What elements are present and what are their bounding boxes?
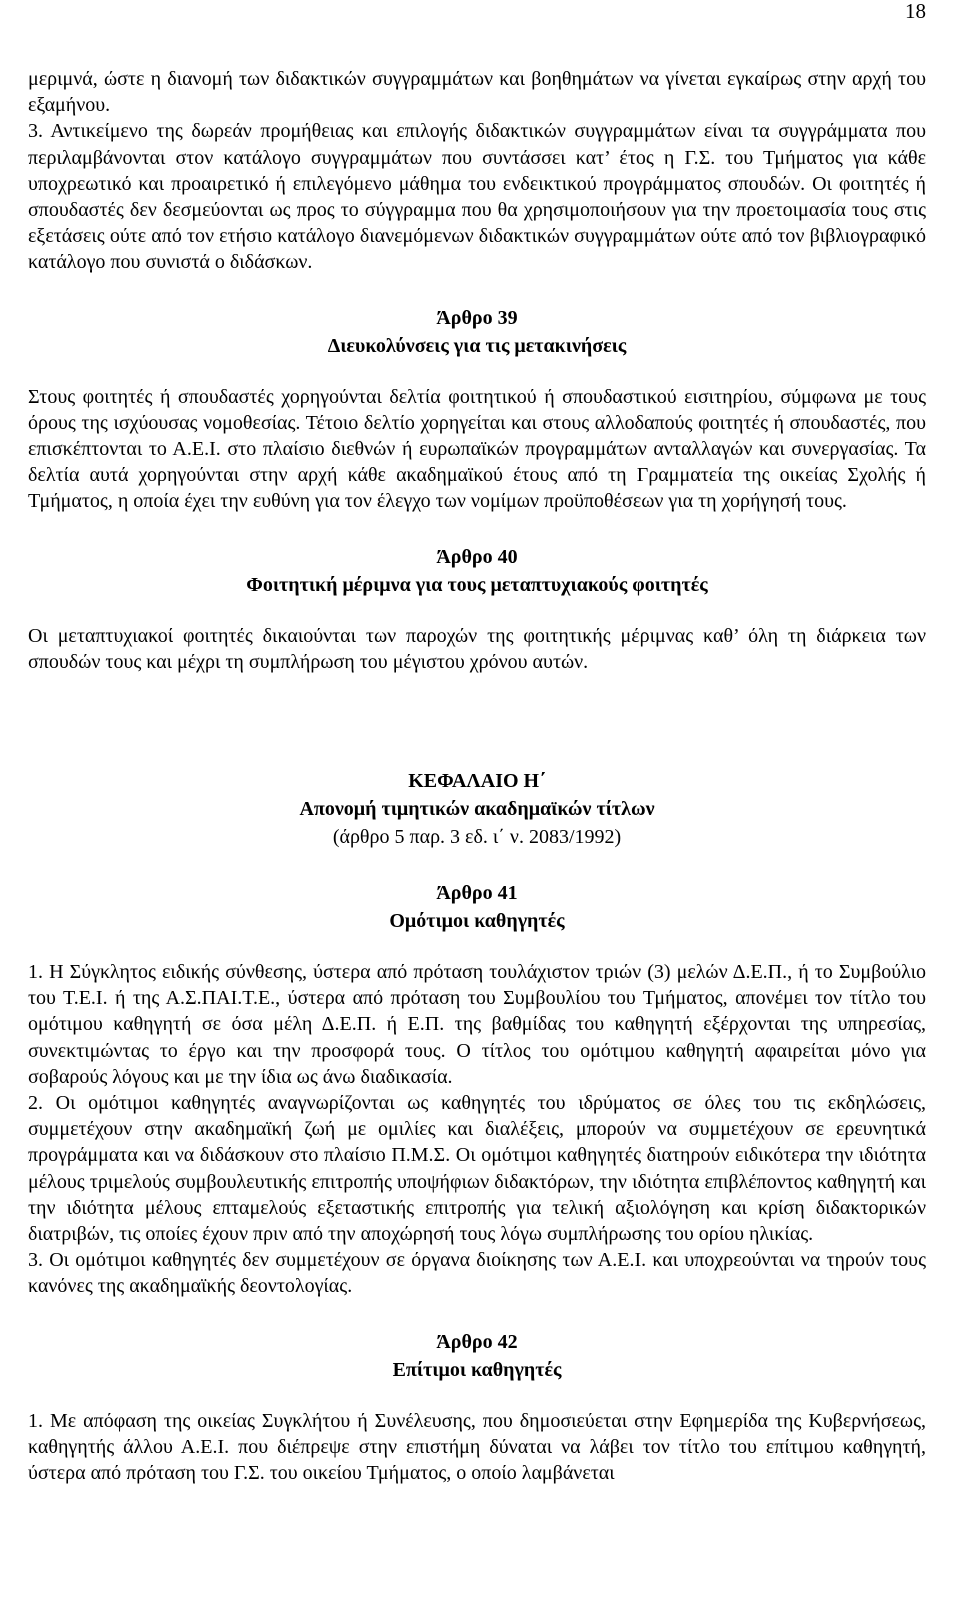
- page-number: 18: [905, 0, 926, 23]
- chapter-reference: (άρθρο 5 παρ. 3 εδ. ι΄ ν. 2083/1992): [332, 826, 622, 849]
- article-41-paragraph-2: 2. Οι ομότιμοι καθηγητές αναγνωρίζονται ως καθηγητές του ιδρύματος σε όλες του τις εκδηλώσεις, συμμετέχουν στην ακαδημαϊκή ζωή με ομιλίες και διαλέξεις, μπορούν να συμμετέχουν σε ερευνητικά προγράμματα και να διδάσκουν στο πλαίσιο Π.Μ.Σ. Οι ομότιμοι καθηγητές διατηρούν ειδικότερα την ιδιότητα μέλους τριμελούς συμβουλευτικής επιτροπής υποψήφιων διδακτόρων, την ιδιότητα επιβλέποντος καθηγητή και την ιδιότητα μέλους επταμελούς εξεταστικής επιτροπής για τελική αξιολόγηση και κρίση διδακτορικών διατριβών, τις οποίες έχουν πριν από την αποχώρησή τους λόγω συμπλήρωσης του ορίου ηλικίας.: [28, 1092, 926, 1246]
- continuation-paragraph-2: 3. Αντικείμενο της δωρεάν προμήθειας και επιλογής διδακτικών συγγραμμάτων είναι τα συγγράμματα που περιλαμβάνονται στον κατάλογο συγγραμμάτων που συντάσσει κατ’ έτος η Γ.Σ. του Τμήματος για κάθε υποχρεωτικό και προαιρετικό ή επιλεγόμενο μάθημα του ενδεικτικού προγράμματος σπουδών. Οι φοιτητές ή σπουδαστές δεν δεσμεύονται ως προς το σύγγραμμα που θα χρησιμοποιήσουν για την προετοιμασία τους στις εξετάσεις ούτε από τον ετήσιο κατάλογο διανεμόμενων διδακτικών συγγραμμάτων ούτε από τον βιβλιογραφικό κατάλογο που συνιστά ο διδάσκων.: [28, 120, 926, 274]
- article-41-number: Άρθρο 41: [436, 882, 518, 905]
- article-39-title: Διευκολύνσεις για τις μετακινήσεις: [327, 334, 627, 357]
- article-41-paragraph-1: 1. Η Σύγκλητος ειδικής σύνθεσης, ύστερα από πρόταση τουλάχιστον τριών (3) μελών Δ.Ε.Π., ή το Συμβούλιο του Τ.Ε.Ι. ή της Α.Σ.ΠΑΙ.Τ.Ε., ύστερα από πρόταση του Συμβουλίου του Τμήματος, απονέμει τον τίτλο του ομότιμου καθηγητή σε όσα μέλη Δ.Ε.Π. ή Ε.Π. της βαθμίδας του καθηγητή εξέρχονται της υπηρεσίας, συνεκτιμώντας το έργο και την προσφορά τους. Ο τίτλος του ομότιμου καθηγητή αφαιρείται μόνο για σοβαρούς λόγους και με την ίδια ως άνω διαδικασία.: [28, 961, 926, 1088]
- continuation-paragraph-1: μεριμνά, ώστε η διανομή των διδακτικών συγγραμμάτων και βοηθημάτων να γίνεται εγκαίρως στην αρχή του εξαμήνου.: [28, 68, 926, 117]
- article-42-title: Επίτιμοι καθηγητές: [392, 1358, 562, 1381]
- article-40-title: Φοιτητική μέριμνα για τους μεταπτυχιακούς φοιτητές: [246, 573, 708, 596]
- article-41-paragraph-3: 3. Οι ομότιμοι καθηγητές δεν συμμετέχουν σε όργανα διοίκησης των Α.Ε.Ι. και υποχρεούνται να τηρούν τους κανόνες της ακαδημαϊκής δεοντολογίας.: [28, 1249, 926, 1298]
- article-40-body: Οι μεταπτυχιακοί φοιτητές δικαιούνται των παροχών της φοιτητικής μέριμνας καθ’ όλη τη διάρκεια των σπουδών τους και μέχρι τη συμπλήρωση του μέγιστου χρόνου αυτών.: [28, 624, 926, 673]
- document-body: [28, 66, 926, 1486]
- article-41-title: Ομότιμοι καθηγητές: [389, 910, 565, 933]
- article-42-paragraph-1: 1. Με απόφαση της οικείας Συγκλήτου ή Συνέλευσης, που δημοσιεύεται στην Εφημερίδα της Κυβερνήσεως, καθηγητής άλλου Α.Ε.Ι. που διέπρεψε στην επιστήμη δύναται να λάβει τον τίτλο του επίτιμου καθηγητή, ύστερα από πρόταση του Γ.Σ. του οικείου Τμήματος, ο οποίο λαμβάνεται: [28, 1409, 926, 1485]
- article-40-number: Άρθρο 40: [436, 545, 518, 568]
- chapter-title: Απονομή τιμητικών ακαδημαϊκών τίτλων: [299, 798, 655, 821]
- article-42-number: Άρθρο 42: [436, 1330, 518, 1353]
- article-39-body: Στους φοιτητές ή σπουδαστές χορηγούνται δελτία φοιτητικού ή σπουδαστικού εισιτηρίου, σύμφωνα με τους όρους της ισχύουσας νομοθεσίας. Τέτοιο δελτίο χορηγείται και στους αλλοδαπούς φοιτητές ή σπουδαστές, που επισκέπτονται το Α.Ε.Ι. στο πλαίσιο διεθνών ή ευρωπαϊκών προγραμμάτων ανταλλαγών και συνεργασίας. Τα δελτία αυτά χορηγούνται στην αρχή κάθε ακαδημαϊκού έτους από τη Γραμματεία της οικείας Σχολής ή Τμήματος, η οποία έχει την ευθύνη για τον έλεγχο των νομίμων προϋποθέσεων για τη χορήγησή τους.: [28, 385, 926, 513]
- chapter-label: ΚΕΦΑΛΑΙΟ Η΄: [408, 770, 546, 793]
- article-39-number: Άρθρο 39: [436, 306, 518, 329]
